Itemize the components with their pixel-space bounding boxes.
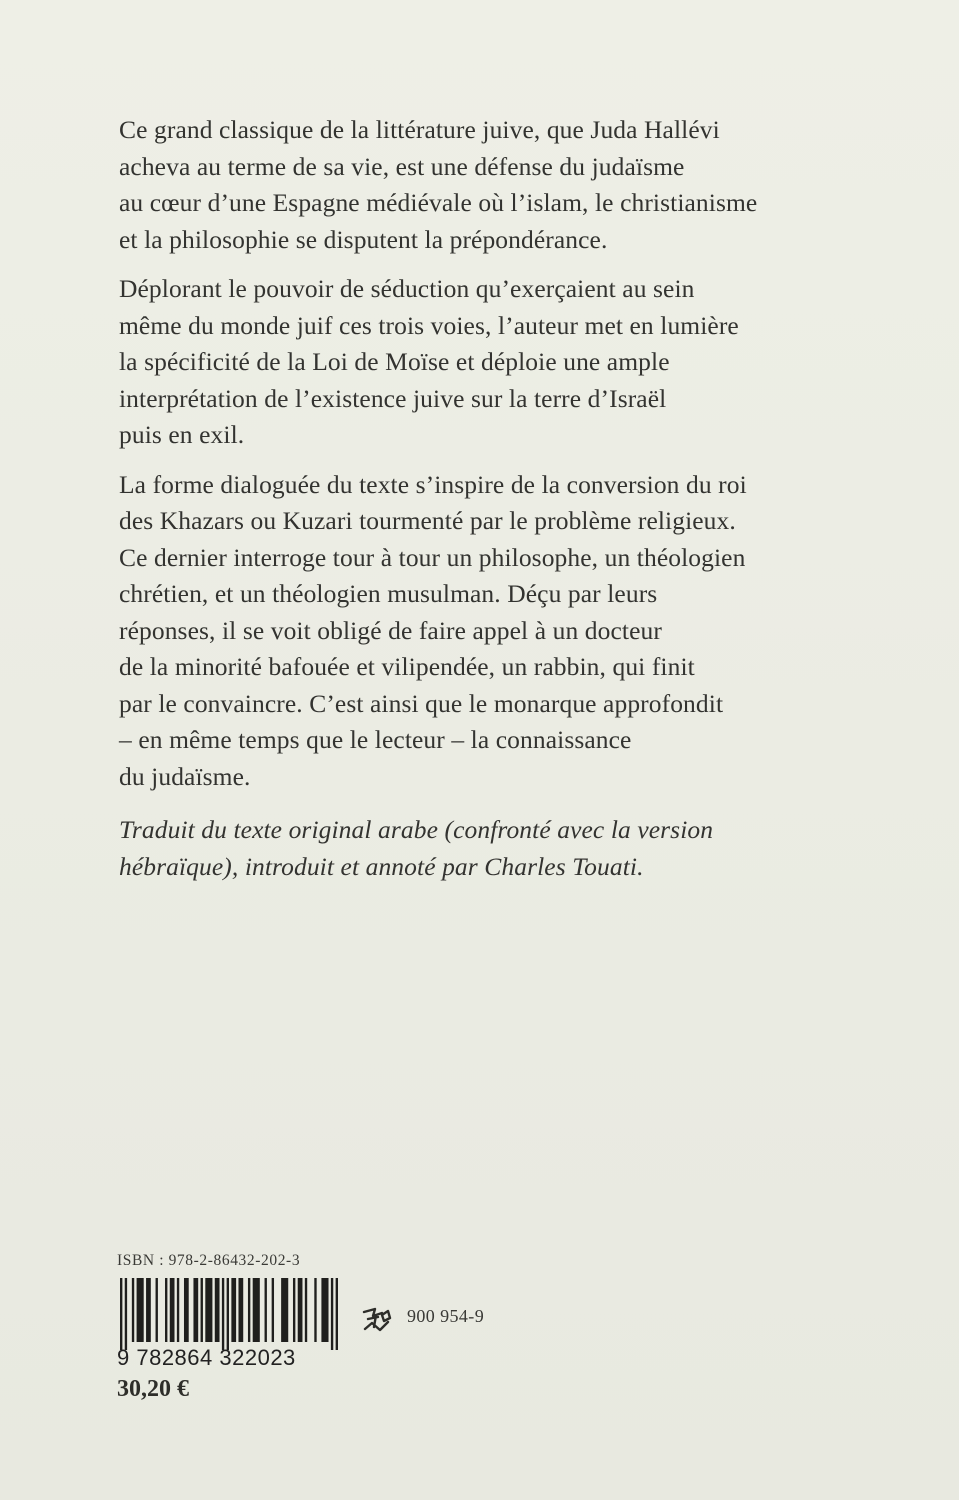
barcode-bar — [248, 1278, 250, 1342]
barcode-bar — [336, 1278, 338, 1350]
barcode-bar — [331, 1278, 333, 1350]
translation-credit — [119, 812, 713, 885]
barcode-bar — [184, 1278, 189, 1342]
barcode-bar — [305, 1278, 307, 1342]
barcode-bar — [125, 1278, 127, 1350]
text-line: et la philosophie se disputent la prépondérance. — [119, 224, 608, 254]
isbn-label: ISBN : 978-2-86432-202-3 — [117, 1252, 301, 1269]
text-line: puis en exil. — [119, 420, 245, 449]
text-line: Déplorant le pouvoir de séduction qu’exerçaient au sein — [119, 274, 695, 303]
barcode-bar — [222, 1278, 224, 1350]
text-line: des Khazars ou Kuzari tourmenté par le problème religieux. — [119, 506, 736, 535]
text-line: acheva au terme de sa vie, est une défense du judaïsme — [119, 151, 685, 181]
barcode-bar — [120, 1278, 122, 1350]
text-line: Ce grand classique de la littérature juive, que Juda Hallévi — [119, 115, 720, 144]
text-line: par le convaincre. C’est ainsi que le monarque approfondit — [119, 688, 724, 718]
text-line: réponses, il se voit obligé de faire appel à un docteur — [119, 615, 662, 645]
price: 30,20 € — [117, 1376, 189, 1402]
text-line: chrétien, et un théologien musulman. Déçu par leurs — [119, 579, 658, 608]
text-line: même du monde juif ces trois voies, l’auteur met en lumière — [119, 310, 739, 340]
barcode-bar — [314, 1278, 316, 1342]
barcode-bar — [253, 1278, 260, 1342]
barcode-bar — [165, 1278, 167, 1342]
barcode-digits: 9 782864 322023 — [117, 1345, 296, 1370]
barcode-bar — [146, 1278, 151, 1342]
publisher-logo-icon — [360, 1303, 394, 1337]
barcode-bar — [231, 1278, 236, 1342]
barcode-bar — [272, 1278, 274, 1342]
barcode-bar — [215, 1278, 220, 1342]
text-line: Ce dernier interroge tour à tour un philosophe, un théologien — [119, 542, 746, 572]
text-line: – en même temps que le lecteur – la connaissance — [119, 725, 632, 754]
barcode-bar — [205, 1278, 212, 1342]
barcode-bar — [238, 1278, 243, 1342]
barcode-bar — [156, 1278, 158, 1342]
barcode-bar — [170, 1278, 175, 1342]
barcode-bar — [177, 1278, 179, 1342]
publisher-code: 900 954-9 — [407, 1306, 485, 1326]
barcode-bar — [293, 1278, 295, 1342]
text-line: La forme dialoguée du texte s’inspire de la conversion du roi — [119, 469, 747, 499]
credit-line: Traduit du texte original arabe (confronté avec la version — [119, 815, 714, 844]
text-line: de la minorité bafouée et vilipendée, un rabbin, qui finit — [119, 652, 695, 681]
text-line: au cœur d’une Espagne médiévale où l’islam, le christianisme — [119, 188, 758, 217]
blurb-paragraph-1 — [119, 112, 879, 258]
text-line: interprétation de l’existence juive sur la terre d’Israël — [119, 383, 667, 413]
barcode-bar — [321, 1278, 328, 1342]
credit-line: hébraïque), introduit et annoté par Charles Touati. — [119, 851, 644, 881]
barcode-bar — [132, 1278, 134, 1342]
blurb-paragraph-2 — [119, 271, 879, 454]
blurb — [119, 112, 879, 795]
text-line: du judaïsme. — [119, 761, 251, 791]
barcode-bar — [227, 1278, 229, 1350]
barcode-bar — [298, 1278, 303, 1342]
blurb-paragraph-3 — [119, 467, 879, 796]
barcode-bar — [265, 1278, 267, 1342]
barcode-bar — [193, 1278, 198, 1342]
text-line: la spécificité de la Loi de Moïse et déploie une ample — [119, 347, 670, 376]
barcode-bar — [137, 1278, 144, 1342]
barcode-bar — [281, 1278, 288, 1342]
barcode-bar — [201, 1278, 203, 1342]
barcode — [119, 1278, 339, 1350]
